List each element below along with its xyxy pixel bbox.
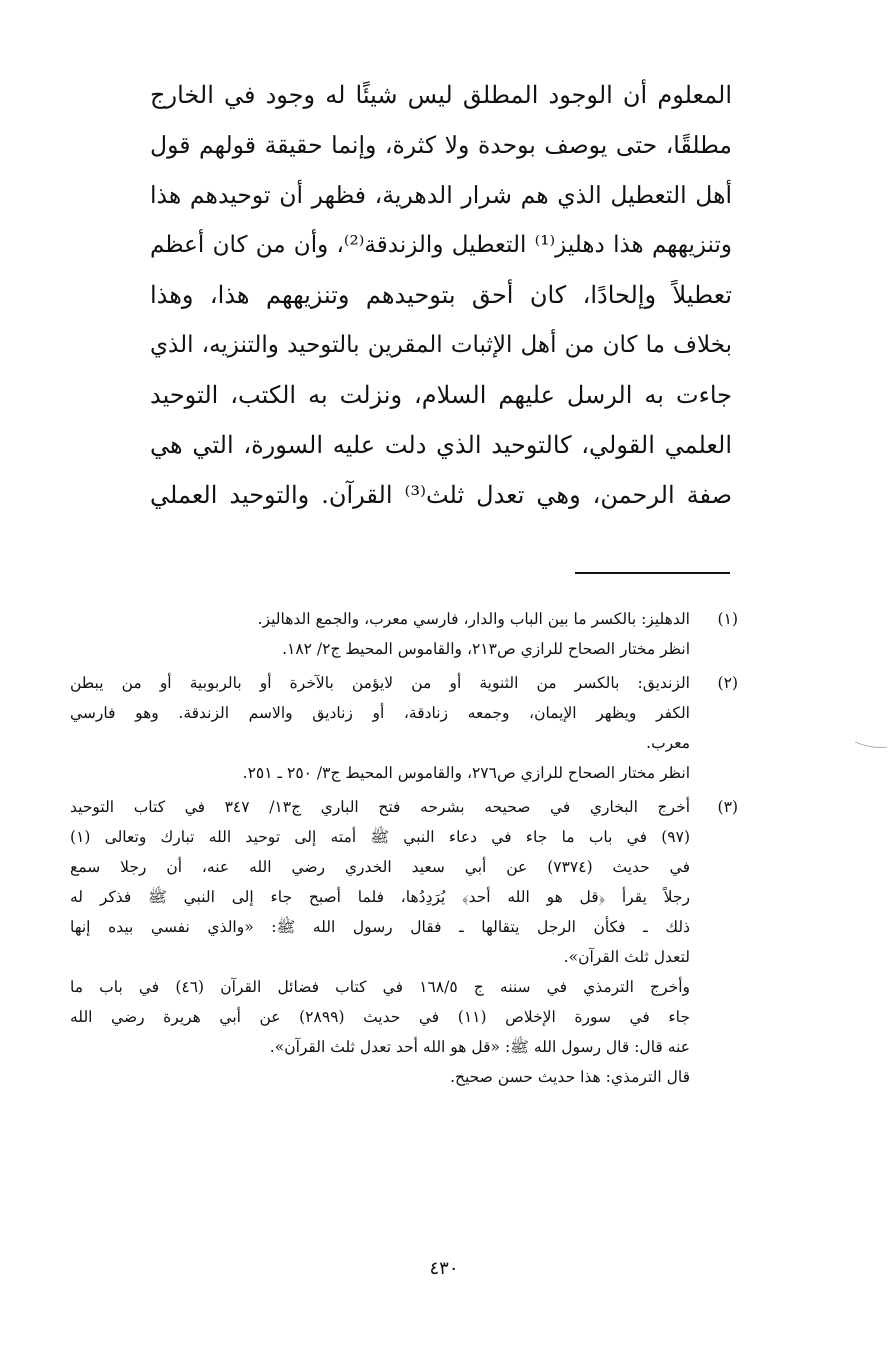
main-text-line: مطلقًا، حتى يوصف بوحدة ولا كثرة، وإنما حقيقة قولهم قول	[150, 131, 732, 159]
footnote-2	[70, 668, 738, 788]
footnote-line: أخرج البخاري في صحيحه بشرحه فتح الباري ج١٣/ ٣٤٧ في كتاب التوحيد	[70, 798, 690, 816]
footnotes	[70, 604, 738, 1096]
footnote-line: لتعدل ثلث القرآن».	[563, 948, 690, 966]
footnote-number: (٢)	[717, 674, 738, 692]
footnote-line: عنه قال: قال رسول الله ﷺ: «قل هو الله أحد تعدل ثلث القرآن».	[269, 1038, 690, 1056]
footnote-line: الكفر ويظهر الإيمان، وجمعه زنادقة، أو زناديق والاسم الزندقة. وهو فارسي	[70, 704, 690, 722]
footnote-body	[70, 668, 690, 788]
footnote-line: الدهليز: بالكسر ما بين الباب والدار، فارسي معرب، والجمع الدهاليز.	[257, 610, 690, 628]
main-text-line: بخلاف ما كان من أهل الإثبات المقرين بالتوحيد والتنزيه، الذي	[150, 332, 732, 358]
footnote-1	[70, 604, 738, 664]
footnote-line: الزنديق: بالكسر من الثنوية أو من لايؤمن بالآخرة أو بالربوبية أو من يبطن	[70, 674, 690, 692]
footnote-line: ذلك ـ فكأن الرجل يتقالها ـ فقال رسول الله ﷺ: «والذي نفسي بيده إنها	[70, 918, 690, 936]
main-text-line: أهل التعطيل الذي هم شرار الدهرية، فظهر أن توحيدهم هذا	[150, 181, 732, 209]
footnote-number: (١)	[717, 610, 738, 628]
footnote-line: قال الترمذي: هذا حديث حسن صحيح.	[450, 1068, 690, 1086]
footnote-line: معرب.	[646, 734, 690, 752]
footnote-3	[70, 792, 738, 1092]
footnote-line: في حديث (٧٣٧٤) عن أبي سعيد الخدري رضي الله عنه، أن رجلا سمع	[70, 858, 691, 876]
footnote-body	[70, 792, 690, 1092]
footnote-line: رجلاً يقرأ ﴿قل هو الله أحد﴾ يُرَدِدُها، فلما أصبح جاء إلى النبي ﷺ فذكر له	[70, 888, 690, 906]
footnote-line: جاء في سورة الإخلاص (١١) في حديث (٢٨٩٩) عن أبي هريرة رضي الله	[70, 1008, 690, 1026]
main-text-line: العلمي القولي، كالتوحيد الذي دلت عليه السورة، التي هي	[150, 431, 732, 459]
footnote-line: (٩٧) في باب ما جاء في دعاء النبي ﷺ أمته إلى توحيد الله تبارك وتعالى (١)	[70, 828, 690, 846]
main-text-line: تعطيلاً وإلحادًا، كان أحق بتوحيدهم وتنزيههم هذا، وهذا	[150, 281, 732, 309]
footnote-body	[70, 604, 690, 664]
footnote-number: (٣)	[717, 798, 738, 816]
main-text-line: وتنزيههم هذا دهليز⁽¹⁾ التعطيل والزندقة⁽²⁾، وأن من كان أعظم	[150, 232, 732, 258]
footnote-line: وأخرج الترمذي في سننه ج ١٦٨/٥ في كتاب فضائل القرآن (٤٦) في باب ما	[70, 978, 690, 996]
footnote-line: انظر مختار الصحاح للرازي ص٢٧٦، والقاموس المحيط ج٣/ ٢٥٠ ـ ٢٥١.	[242, 764, 690, 782]
stray-scan-mark	[855, 740, 887, 750]
main-text-line: صفة الرحمن، وهي تعدل ثلث⁽³⁾ القرآن. والتوحيد العملي	[150, 481, 732, 509]
footnote-separator	[575, 572, 730, 574]
main-text-line: المعلوم أن الوجود المطلق ليس شيئًا له وجود في الخارج	[150, 81, 732, 109]
main-text-line: جاءت به الرسل عليهم السلام، ونزلت به الكتب، التوحيد	[150, 381, 732, 409]
main-text	[150, 70, 732, 520]
page-number: ٤٣٠	[429, 1258, 459, 1279]
footnote-line: انظر مختار الصحاح للرازي ص٢١٣، والقاموس المحيط ج٢/ ١٨٢.	[282, 640, 690, 658]
